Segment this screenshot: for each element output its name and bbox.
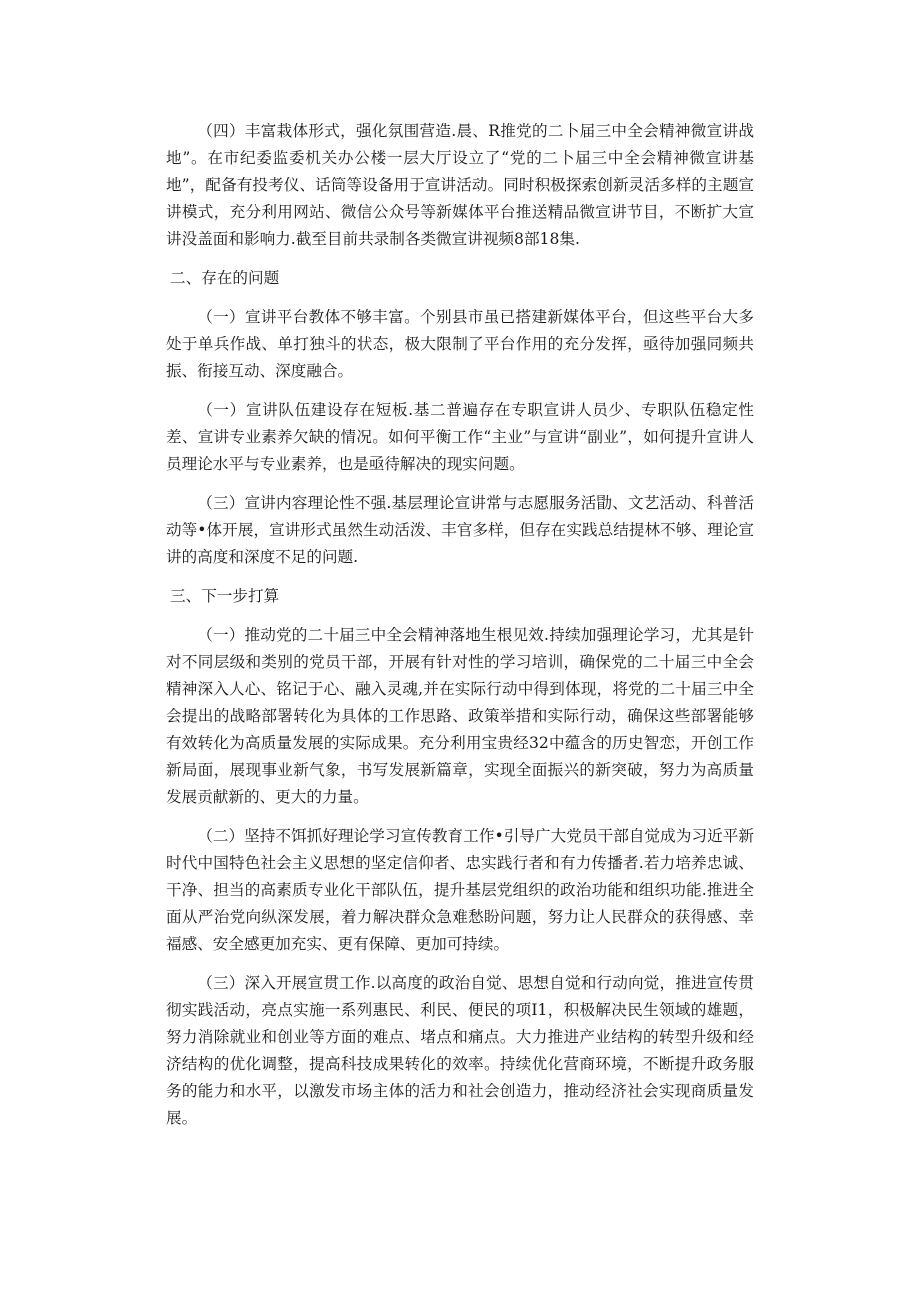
paragraph-theory-study: （二）坚持不饵抓好理论学习宣传教育工作•引导广大党员干部自觉成为习近平新时代中国特色社会主义思想的坚定信仰者、忠实践行者和有力传播者.若力培养忠诚、干净、担当的高素质专业化干部队伍，提升基层党组织的政治功能和组织功能.推进全面从严治党向纵深发展，着力解决群众急难愁盼问题，努力让人民群众的获得感、幸福感、安全感更加充实、更有保障、更加可持续。 xyxy=(166,827,754,953)
paragraph-publicity-work: （三）深入开展宣贯工作.以高度的政治自觉、思想自觉和行动向觉，推进宣传贯彻实践活动，亮点实施一系列惠民、利民、便民的项I1，积极解决民生领域的雄题，努力消除就业和创业等方面的难点、堵点和痛点。大力推进产业结构的转型升级和经济结构的优化调整，提高科技成果转化的效率。持续优化营商环境，不断提升政务服务的能力和水平，以激发市场主体的活力和社会创造力，推动经济社会实现商质量发展。 xyxy=(166,974,754,1127)
paragraph-content-theory: （三）宣讲内容理论性不强.基层理论宣讲常与志愿服务活勖、文艺活动、科普活动等•体开展，宣讲形式虽然生动活泼、丰官多样，但存在实践总结提林不够、理论宣讲的高度和深度不足的问题. xyxy=(166,494,754,566)
section-heading-problems: 二、存在的问题 xyxy=(170,269,280,287)
paragraph-platform-carriers: （一）宣讲平台教体不够丰富。个别县市虽已搭建新媒体平台，但这些平台大多处于单兵作战、单打独斗的状态，极大限制了平台作用的充分发挥，亟待加强同频共振、衔接互动、深度融合。 xyxy=(166,308,754,380)
paragraph-team-building: （一）宣讲队伍建设存在短板.基二普遍存在专职宣讲人员少、专职队伍稳定性差、宣讲专业素养欠缺的情况。如何平衡工作“主业”与宣讲“副业”，如何提升宣讲人员理论水平与专业素养，也是亟待解决的现实问题。 xyxy=(166,401,754,473)
section-heading-next-steps: 三、下一步打算 xyxy=(170,587,280,605)
paragraph-implement-spirit: （一）推动党的二十届三中全会精神落地生根见效.持续加强理论学习，尤其是针对不同层级和类别的党员干部，开展有针对性的学习培训，确保党的二十届三中全会精神深入人心、铭记于心、融入灵魂,并在实际行动中得到体现，将党的二十届三中全会提出的战略部署转化为具体的工作思路、政策举措和实际行动，确保这些部署能够有效转化为高质量发展的实际成果。充分利用宝贵经32中蕴含的历史智恋，开创工作新局面，展现事业新气象，书写发展新篇章，实现全面振兴的新突破，努力为高质量发展贡献新的、更大的力量。 xyxy=(166,626,754,806)
paragraph-enrich-carriers: （四）丰富栽体形式，强化氛围营造.晨、R推党的二卜届三中全会精神微宣讲战地”。在市纪委监委机关办公楼一层大厅设立了“党的二卜届三中全会精神微宣讲基地”，配备有投考仪、话筒等设备用于宣讲活动。同时积极探索创新灵活多样的主题宣讲模式，充分利用网站、微信公众号等新媒体平台推送精品微宣讲节目，不断扩大宣讲没盖面和影响力.截至目前共录制各类微宣讲视频8部18集. xyxy=(166,122,754,248)
document-body xyxy=(166,118,754,1144)
